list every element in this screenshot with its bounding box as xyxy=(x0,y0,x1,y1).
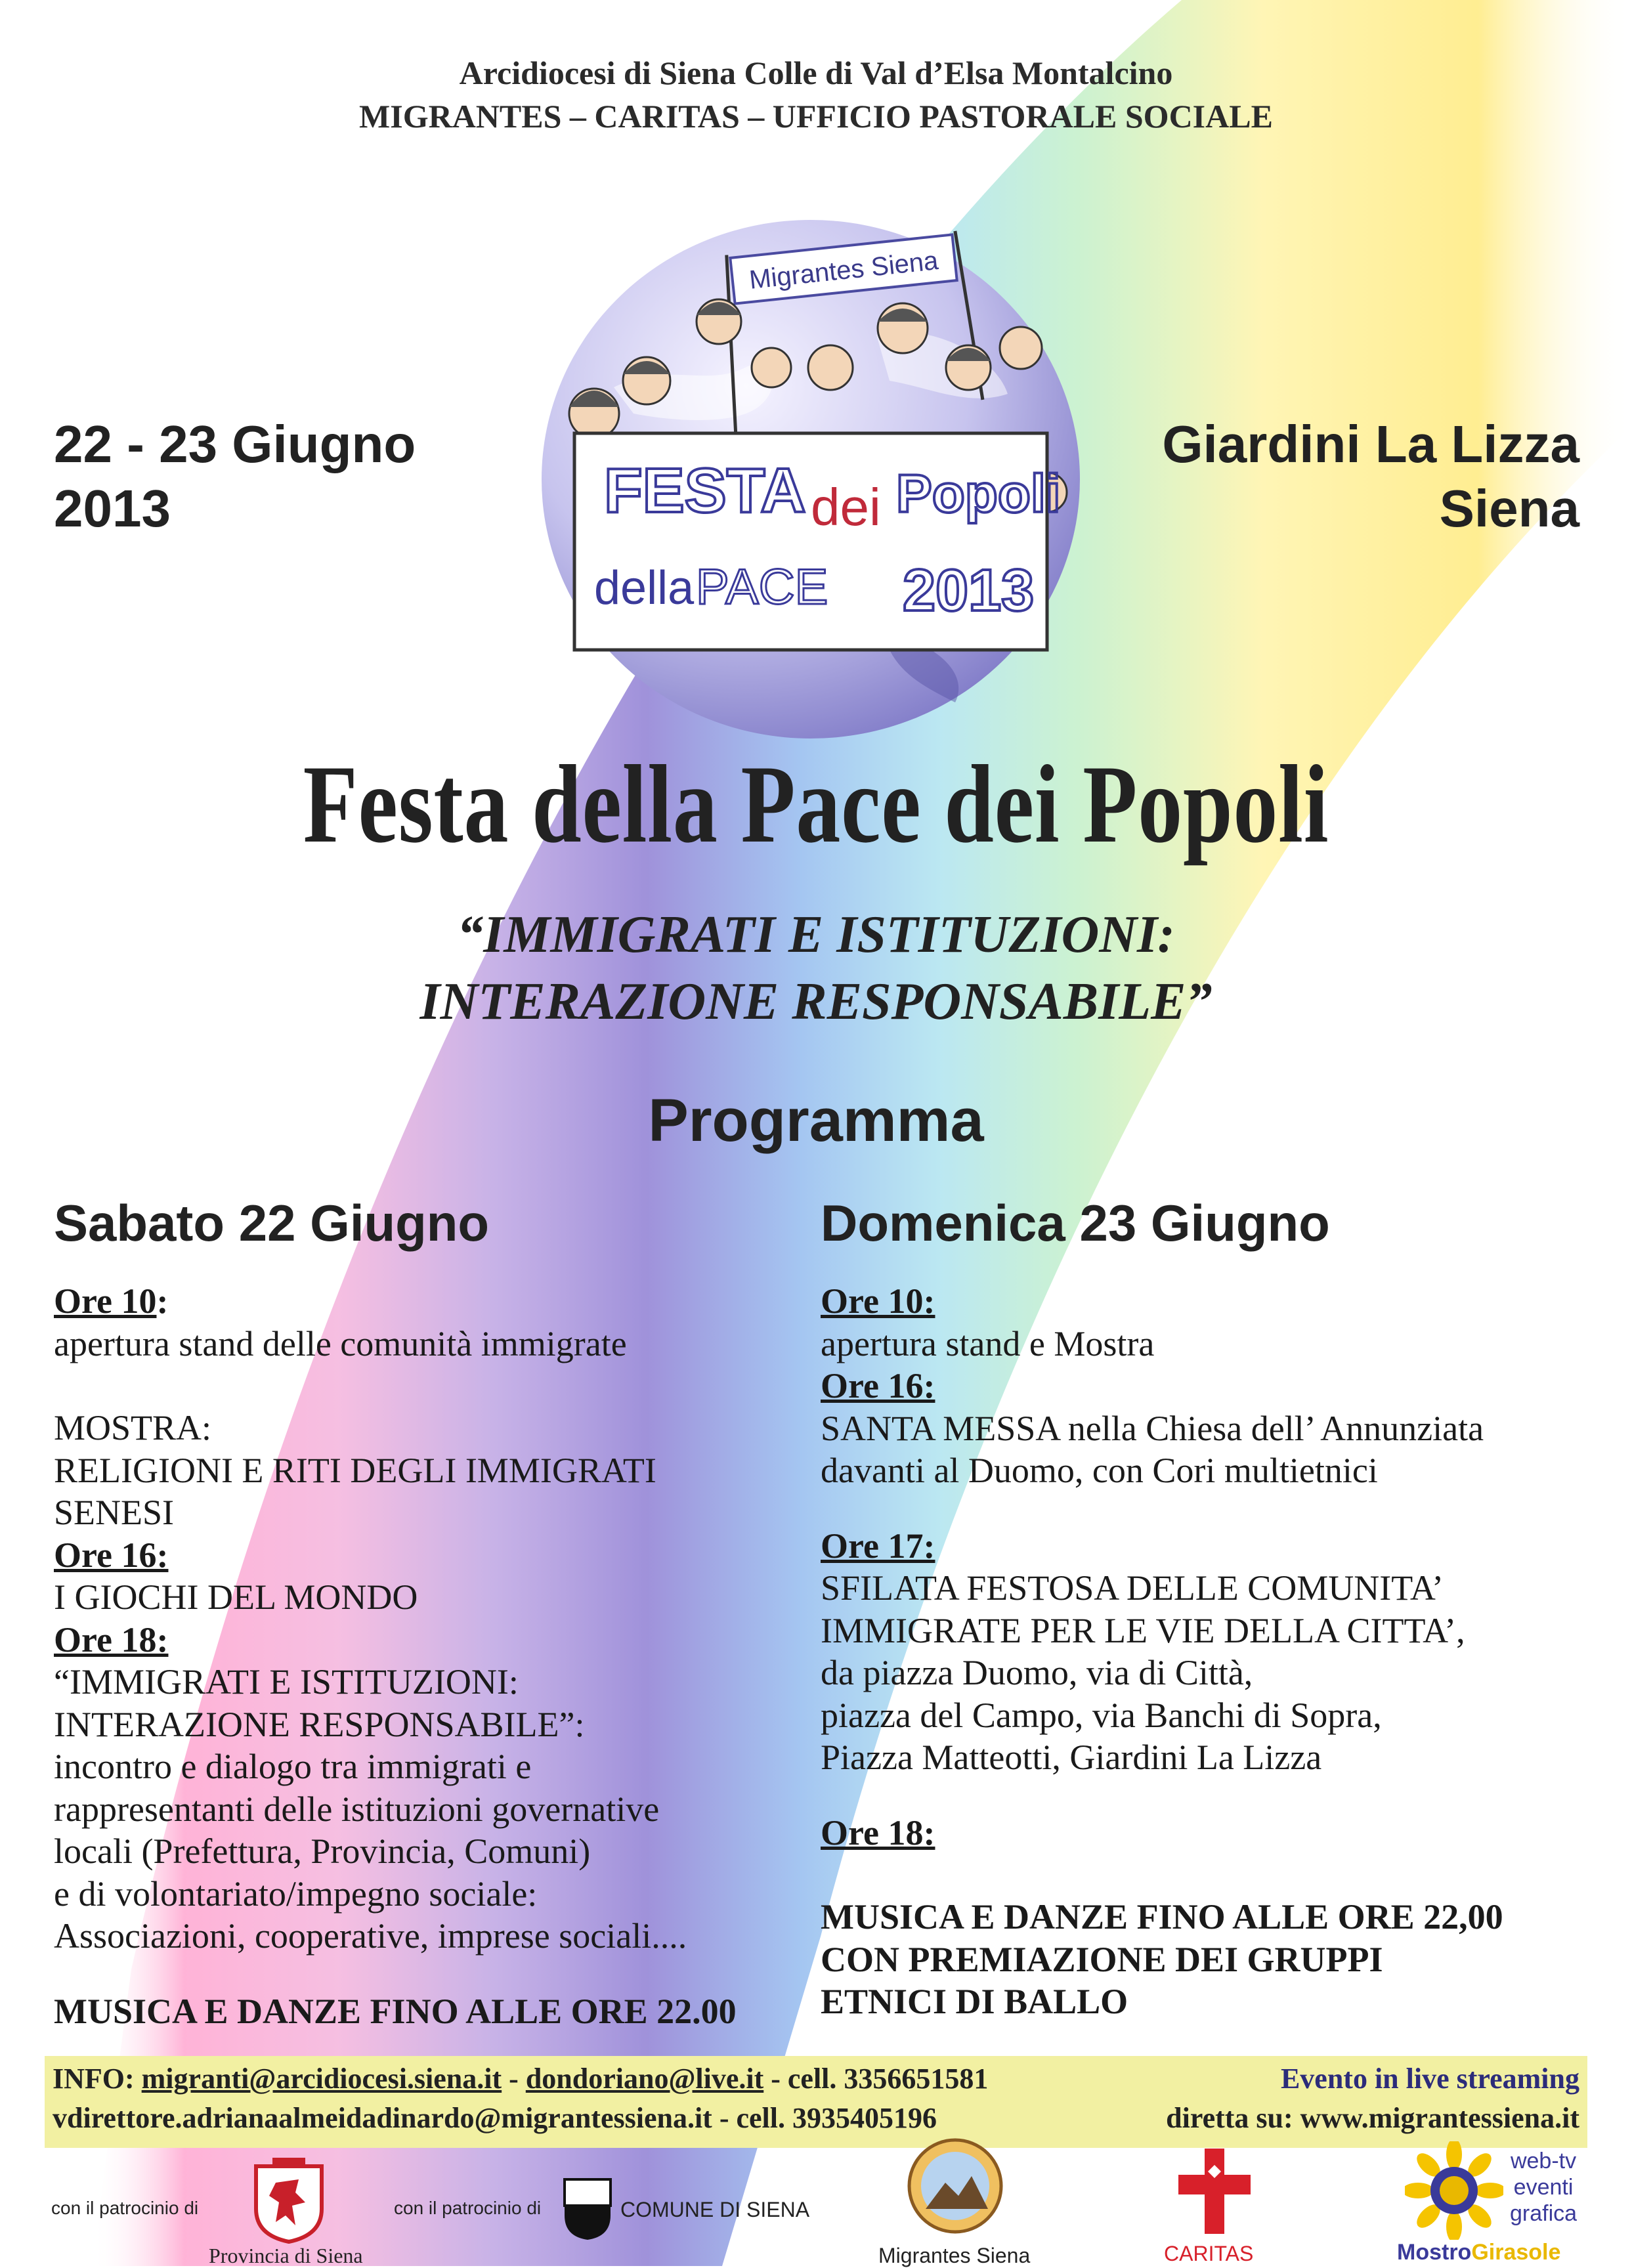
sun-ore18-label: Ore 18: xyxy=(821,1812,935,1852)
streaming-label: Evento in live streaming xyxy=(1280,2063,1579,2095)
event-theme-line2: INTERAZIONE RESPONSABILE” xyxy=(419,973,1213,1031)
sat-mostra-line2: RELIGIONI E RITI DEGLI IMMIGRATI xyxy=(54,1450,656,1490)
event-title: Festa della Pace dei Popoli xyxy=(303,742,1329,866)
sun-ore17-line: SFILATA FESTOSA DELLE COMUNITA’ xyxy=(821,1568,1444,1608)
caritas-caption: CARITAS xyxy=(1164,2242,1254,2265)
sat-ore18-line: INTERAZIONE RESPONSABILE”: xyxy=(54,1704,585,1744)
svg-text:2013: 2013 xyxy=(903,558,1035,624)
sunday-program xyxy=(821,1280,1503,2023)
organizer-line: Arcidiocesi di Siena Colle di Val d’Elsa Montalcino xyxy=(459,54,1173,91)
sun-closing-line: ETNICI DI BALLO xyxy=(821,1982,1128,2021)
sat-ore10-text: apertura stand delle comunità immigrate xyxy=(54,1323,627,1363)
info-line1: INFO: migranti@arcidiocesi.siena.it - dondoriano@live.it - cell. 3356651581 xyxy=(53,2063,989,2095)
sat-ore16-label: Ore 16: xyxy=(54,1535,169,1575)
email-link-dondoriano[interactable]: dondoriano@live.it xyxy=(525,2063,764,2095)
sun-closing-line: MUSICA E DANZE FINO ALLE ORE 22,00 xyxy=(821,1897,1503,1936)
patronage-label-provincia: con il patrocinio di xyxy=(51,2198,199,2218)
svg-text:Migrantes Siena: Migrantes Siena xyxy=(748,246,940,295)
svg-text:Popoli: Popoli xyxy=(896,464,1061,524)
sun-ore16-label: Ore 16: xyxy=(821,1366,935,1405)
sat-ore18-label: Ore 18: xyxy=(54,1619,169,1659)
festa-sign xyxy=(574,433,1061,650)
patronage-label-comune: con il patrocinio di xyxy=(394,2198,542,2218)
sat-ore18-line: Associazioni, cooperative, imprese sociali.... xyxy=(54,1916,687,1956)
mostrogirasole-caption: MostroGirasole xyxy=(1397,2240,1561,2265)
comune-siena-shield-icon xyxy=(561,2176,614,2242)
sun-ore10-label: Ore 10: xyxy=(821,1281,935,1321)
provincia-caption: Provincia di Siena xyxy=(209,2244,363,2267)
migrantes-caption: Migrantes Siena xyxy=(878,2244,1031,2267)
sun-ore17-line: Piazza Matteotti, Giardini La Lizza xyxy=(821,1738,1322,1777)
migrantes-logo-icon xyxy=(906,2137,1004,2235)
caritas-cross-icon xyxy=(1175,2145,1254,2237)
comune-caption: COMUNE DI SIENA xyxy=(620,2198,810,2221)
sat-ore18-line: e di volontariato/impegno sociale: xyxy=(54,1873,538,1914)
email-link-direttore[interactable]: vdirettore.adrianaalmeidadinardo@migrantessiena.it xyxy=(53,2102,712,2134)
info-line2 xyxy=(53,2099,937,2137)
sun-ore17-line: piazza del Campo, via Banchi di Sopra, xyxy=(821,1695,1382,1735)
phone-2: - cell. 3935405196 xyxy=(712,2102,937,2134)
sun-ore17-line: IMMIGRATE PER LE VIE DELLA CITTA’, xyxy=(821,1610,1465,1650)
sun-closing-line: CON PREMIAZIONE DEI GRUPPI xyxy=(821,1939,1383,1979)
email-link-migranti[interactable]: migranti@arcidiocesi.siena.it xyxy=(141,2063,502,2095)
sun-ore17-line: da piazza Duomo, via di Città, xyxy=(821,1653,1253,1692)
sat-mostra-line1: MOSTRA: xyxy=(54,1408,212,1447)
event-location: Giardini La Lizza Siena xyxy=(1162,415,1579,538)
saturday-program: Ore 10: apertura stand delle comunità immigrate MOSTRA: RELIGIONI E RITI DEGLI IMMIGRATI SENESI Ore 16: I GIOCHI DEL MONDO Ore 18: “IMMIGRATI E ISTITUZIONI: INTERAZIONE RESPONSABILE”: incontro e dialogo tra immigrati e rappresentanti delle istituzioni governative locali (Prefettura, Provincia, Comuni) e di volontariato/impegno sociale: Associazioni, cooperative, imprese sociali.... MUSICA E DANZE FINO ALLE ORE 22.00 xyxy=(54,1280,737,2032)
sun-ore17-label: Ore 17: xyxy=(821,1526,935,1566)
sat-ore18-line: incontro e dialogo tra immigrati e xyxy=(54,1747,532,1786)
sun-ore16-line1: SANTA MESSA nella Chiesa dell’ Annunziata xyxy=(821,1408,1484,1448)
sunday-title: Domenica 23 Giugno xyxy=(821,1194,1330,1252)
svg-text:dei: dei xyxy=(811,478,881,536)
program-heading: Programma xyxy=(648,1087,984,1154)
sun-ore16-line2: davanti al Duomo, con Cori multietnici xyxy=(821,1451,1378,1490)
phone-1: - cell. 3356651581 xyxy=(763,2063,989,2095)
saturday-title: Sabato 22 Giugno xyxy=(54,1194,490,1252)
event-dates: 22 - 23 Giugno 2013 xyxy=(54,415,416,538)
webtv-lines: web-tv eventi grafica xyxy=(1510,2149,1578,2226)
sat-ore18-line: “IMMIGRATI E ISTITUZIONI: xyxy=(54,1662,519,1701)
svg-text:della: della xyxy=(594,562,695,614)
sun-ore10-text: apertura stand e Mostra xyxy=(821,1323,1155,1363)
departments-line: MIGRANTES – CARITAS – UFFICIO PASTORALE SOCIALE xyxy=(359,98,1273,135)
event-theme-line1: “IMMIGRATI E ISTITUZIONI: xyxy=(457,906,1175,964)
sat-ore16-text: I GIOCHI DEL MONDO xyxy=(54,1577,418,1617)
sat-ore10-label: Ore 10 xyxy=(54,1281,157,1321)
svg-text:FESTA: FESTA xyxy=(604,456,806,526)
info-label: INFO: xyxy=(53,2063,135,2095)
svg-text:PACE: PACE xyxy=(696,559,828,615)
sat-closing: MUSICA E DANZE FINO ALLE ORE 22.00 xyxy=(54,1991,737,2031)
sunflower-logo-icon xyxy=(1405,2141,1503,2240)
sat-mostra-line3: SENESI xyxy=(54,1493,175,1532)
streaming-site-link[interactable]: diretta su: www.migrantessiena.it xyxy=(1166,2102,1579,2134)
globe-illustration xyxy=(535,217,1086,742)
sat-ore18-line: rappresentanti delle istituzioni governative xyxy=(54,1789,660,1829)
sat-ore18-line: locali (Prefettura, Provincia, Comuni) xyxy=(54,1831,591,1871)
provincia-siena-crest-icon xyxy=(249,2156,328,2245)
